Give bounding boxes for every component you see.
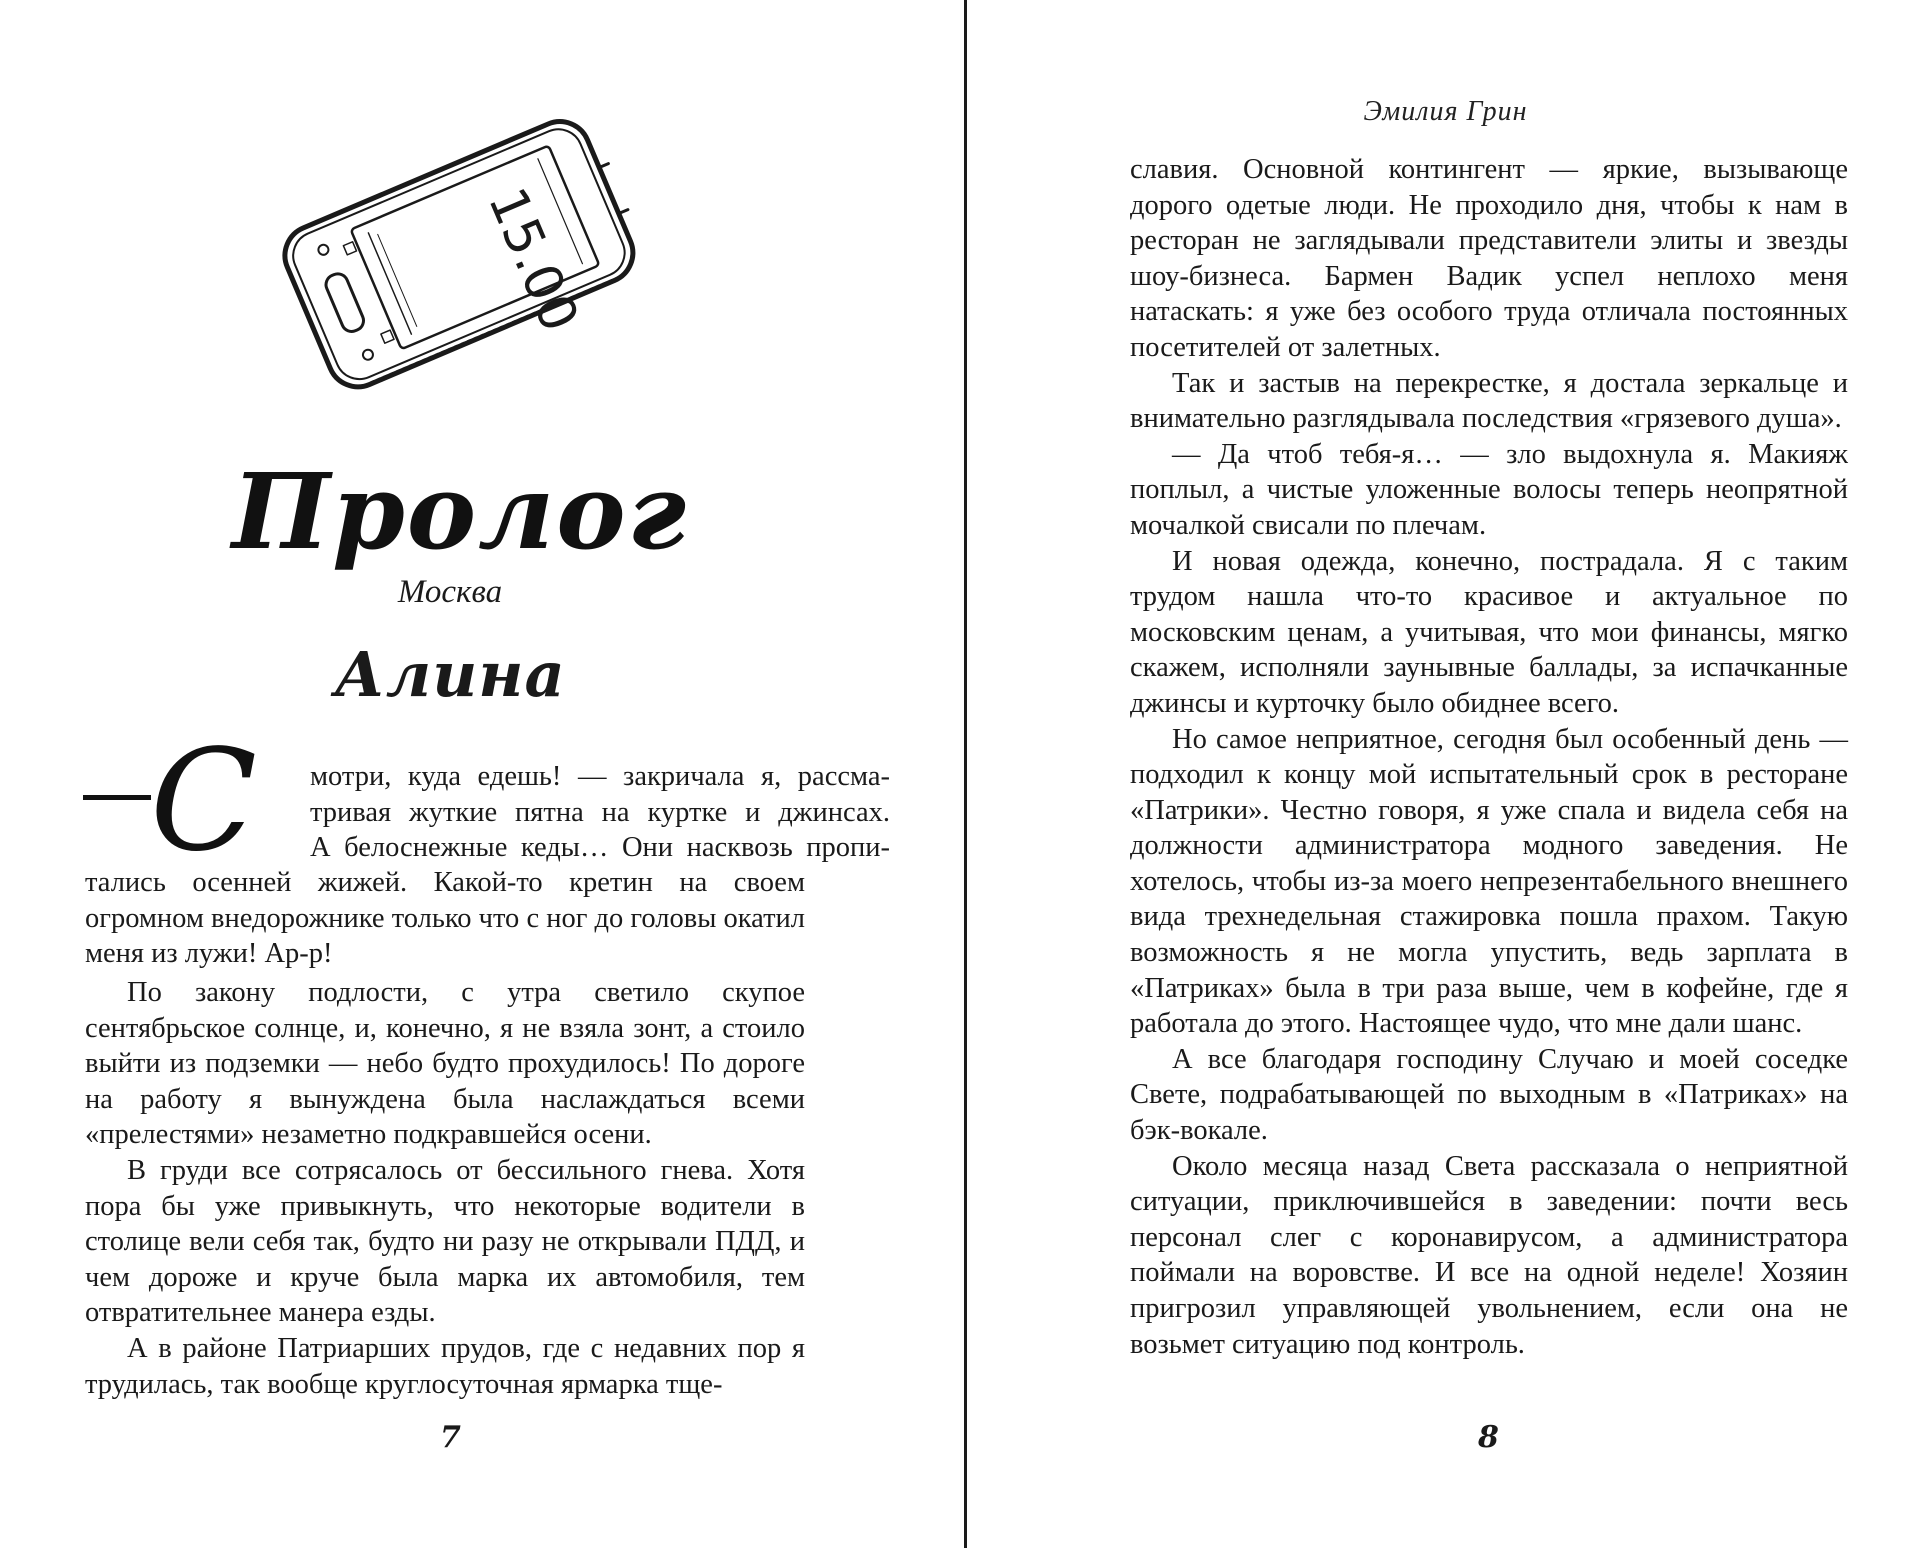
right-page-body [1130, 152, 1848, 1362]
paragraph: А все благодаря господину Случаю и моей соседке Свете, подрабатывающей по выходным в «Патриках» на бэк-вокале. [1130, 1043, 1848, 1147]
page-number-right: 8 [1478, 1420, 1499, 1455]
paragraph: славия. Основной контингент — яркие, вызывающе дорого одетые люди. Не проходило дня, чтобы к нам в ресторан не заглядывали представители элиты и звезды шоу-бизнеса. Бармен Вадик успел неплохо меня натаскать: я уже без особого труда отличала постоянных посетителей от залетных. [1130, 154, 1848, 363]
paragraph: Так и застыв на перекрестке, я достала зеркальце и внимательно разглядывала последствия «грязевого душа». [1130, 367, 1848, 435]
page-number-left: 7 [440, 1420, 461, 1455]
opening-paragraph-continuation [85, 865, 805, 972]
chapter-location: Москва [397, 574, 503, 610]
phone-clock: 15.00 [476, 179, 590, 341]
paragraph: тались осенней жижей. Какой-то кретин на своем огромном внедорожнике только что с ног до головы окатил меня из лужи! Ар-р! [85, 867, 805, 970]
left-page-body [85, 975, 805, 1402]
paragraph: — Да чтоб тебя-я… — зло выдохнула я. Макияж поплыл, а чистые уложенные волосы теперь неопрятной мочалкой свисали по плечам. [1130, 438, 1848, 541]
smartphone-sketch-icon [270, 80, 640, 410]
paragraph: Но самое неприятное, сегодня был особенный день — подходил к концу мой испытательный срок в ресторане «Патрики». Честно говоря, я уже спала и видела себя на должности администратора модного заведения. Не хотелось, чтобы из-за моего непрезентабельного внешнего вида трехнедельная стажировка пошла прахом. Такую возможность я не могла упустить, ведь зарплата в «Патриках» была в три раза выше, чем в кофейне, где я работала до этого. Настоящее чудо, что мне дали шанс. [1130, 723, 1848, 1040]
paragraph: По закону подлости, с утра светило скупое сентябрьское солнце, и, конечно, я не взяла зонт, а стоило выйти из подземки — небо будто прохудилось! По дороге на работу я вынуждена была наслаждаться всеми «прелестями» незаметно подкравшейся осени. [85, 977, 805, 1151]
paragraph: В груди все сотрясалось от бессильного гнева. Хотя пора бы уже привыкнуть, что некоторые водители в столице вели себя так, будто ни разу не открывали ПДД, и чем дороже и круче была марка их автомобиля, тем отвратительнее манера езды. [85, 1154, 805, 1329]
running-head-author: Эмилия Грин [1363, 96, 1528, 127]
dropcap-line-2: тривая жуткие пятна на куртке и джинсах. [310, 796, 890, 828]
paragraph: Около месяца назад Света рассказала о неприятной ситуации, приключившейся в заведении: почти весь персонал слег с коронавирусом, а администратора поймали на воровстве. И все на одной неделе! Хозяин пригрозил управляющей увольнением, если она не возьмет ситуацию под контроль. [1130, 1150, 1848, 1360]
paragraph: А в районе Патриарших прудов, где с недавних пор я трудилась, так вообще круглосуточная ярмарка тще- [85, 1332, 805, 1400]
dropcap-line-3: А белоснежные кеды… Они насквозь пропи- [310, 832, 890, 864]
chapter-character-name: Алина [334, 638, 566, 711]
paragraph: И новая одежда, конечно, пострадала. Я с таким трудом нашла что-то красивое и актуальное по московским ценам, а учитывая, что мои финансы, мягко скажем, исполняли заунывные баллады, за испачканные джинсы и курточку было обиднее всего. [1130, 545, 1848, 719]
chapter-title: Пролог [231, 450, 689, 573]
dropcap-letter: С [150, 720, 258, 883]
dropcap-line-1: мотри, куда едешь! — закричала я, рассма- [310, 761, 890, 792]
dropcap-dash [83, 795, 151, 800]
